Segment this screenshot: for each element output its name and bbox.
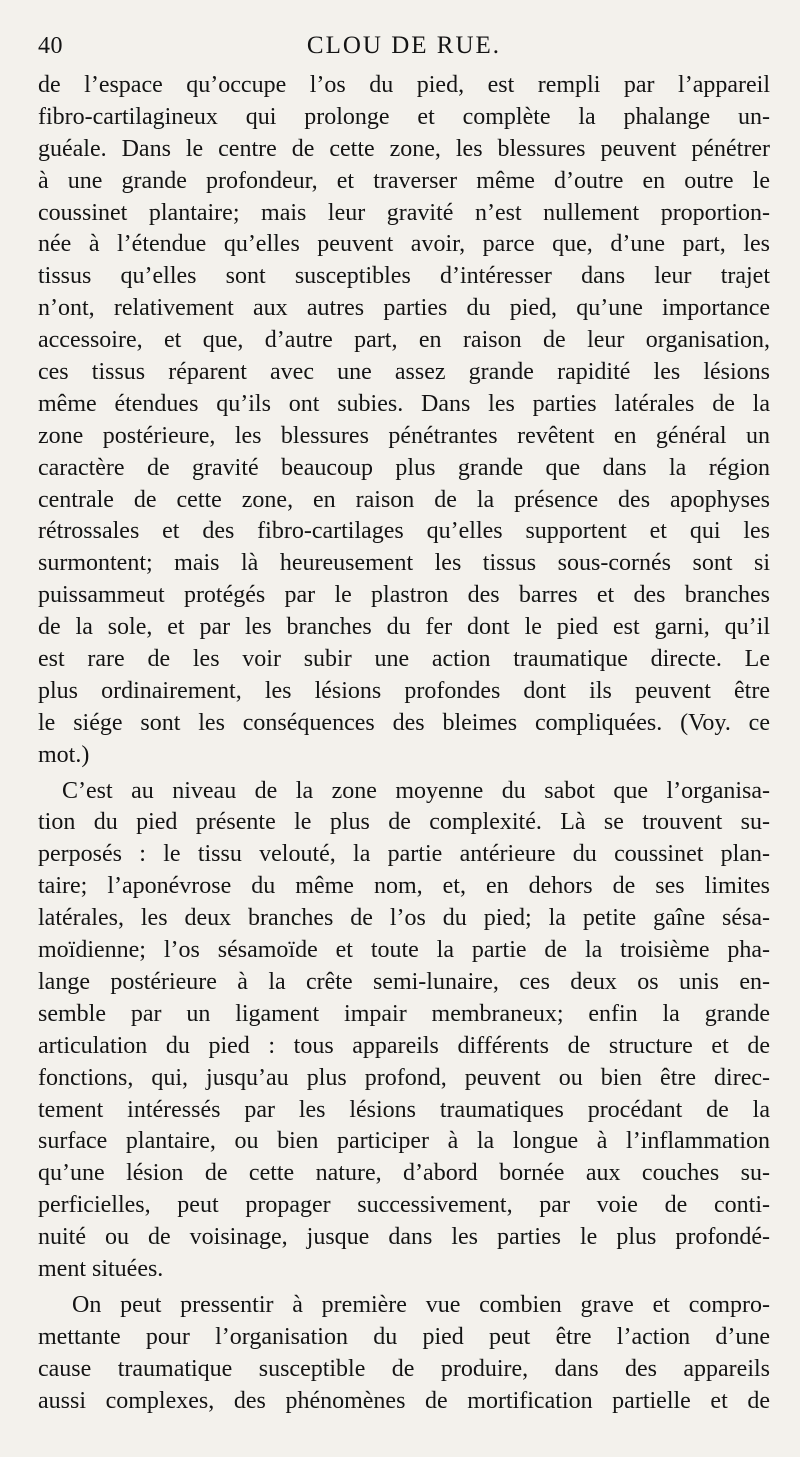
- text-line: surmontent; mais là heureusement les tissus sous-cornés sont si: [38, 550, 770, 577]
- paragraph-1: [38, 70, 770, 772]
- text-line: ment situées.: [38, 1255, 164, 1282]
- text-line: latérales, les deux branches de l’os du pied; la petite gaîne sésa-: [38, 905, 770, 932]
- body-text: [38, 70, 770, 1417]
- text-line: accessoire, et que, d’autre part, en raison de leur organisation,: [38, 327, 770, 354]
- text-line: née à l’étendue qu’elles peuvent avoir, parce que, d’une part, les: [38, 231, 770, 258]
- paragraph-3: [38, 1290, 770, 1418]
- running-title: CLOU DE RUE.: [306, 32, 502, 59]
- text-line: est rare de les voir subir une action traumatique directe. Le: [38, 646, 770, 673]
- text-line: guéale. Dans le centre de cette zone, les blessures peuvent pénétrer: [38, 135, 770, 162]
- text-line: à une grande profondeur, et traverser même d’outre en outre le: [38, 167, 770, 194]
- text-line: n’ont, relativement aux autres parties du pied, qu’une importance: [38, 295, 770, 322]
- text-line: qu’une lésion de cette nature, d’abord bornée aux couches su-: [38, 1160, 770, 1187]
- text-line: de la sole, et par les branches du fer dont le pied est garni, qu’il: [38, 614, 770, 641]
- text-line: tion du pied présente le plus de complexité. Là se trouvent su-: [38, 809, 770, 836]
- page-number: 40: [38, 33, 63, 59]
- text-line: fonctions, qui, jusqu’au plus profond, peuvent ou bien être direc-: [38, 1064, 770, 1091]
- running-head: [38, 26, 770, 66]
- text-line: lange postérieure à la crête semi-lunaire, ces deux os unis en-: [38, 968, 770, 995]
- text-line: articulation du pied : tous appareils différents de structure et de: [38, 1032, 770, 1059]
- text-line: C’est au niveau de la zone moyenne du sabot que l’organisa-: [62, 777, 770, 804]
- text-line: tement intéressés par les lésions traumatiques procédant de la: [38, 1096, 770, 1123]
- text-line: fibro-cartilagineux qui prolonge et complète la phalange un-: [38, 103, 770, 130]
- text-line: semble par un ligament impair membraneux; enfin la grande: [38, 1000, 770, 1027]
- text-line: puissammeut protégés par le plastron des barres et des branches: [38, 582, 770, 609]
- text-line: ces tissus réparent avec une assez grande rapidité les lésions: [38, 359, 770, 386]
- text-line: mettante pour l’organisation du pied peut être l’action d’une: [38, 1323, 770, 1350]
- text-line: nuité ou de voisinage, jusque dans les parties le plus profondé-: [38, 1224, 770, 1251]
- text-line: zone postérieure, les blessures pénétrantes revêtent en général un: [38, 422, 770, 449]
- text-line: caractère de gravité beaucoup plus grande que dans la région: [38, 454, 770, 481]
- text-line: perficielles, peut propager successivement, par voie de conti-: [38, 1192, 770, 1219]
- text-line: de l’espace qu’occupe l’os du pied, est rempli par l’appareil: [38, 72, 770, 98]
- text-line: le siége sont les conséquences des bleimes compliquées. (Voy. ce: [38, 709, 770, 736]
- text-line: cause traumatique susceptible de produire, dans des appareils: [38, 1355, 770, 1382]
- text-line: surface plantaire, ou bien participer à la longue à l’inflammation: [38, 1128, 770, 1155]
- text-line: taire; l’aponévrose du même nom, et, en dehors de ses limites: [38, 873, 770, 900]
- text-line: tissus qu’elles sont susceptibles d’intéresser dans leur trajet: [38, 263, 770, 290]
- text-line: moïdienne; l’os sésamoïde et toute la partie de la troisième pha-: [38, 937, 770, 964]
- text-line: rétrossales et des fibro-cartilages qu’elles supportent et qui les: [38, 518, 770, 545]
- text-line: mot.): [38, 741, 90, 768]
- text-line: plus ordinairement, les lésions profondes dont ils peuvent être: [38, 677, 770, 704]
- text-line: perposés : le tissu velouté, la partie antérieure du coussinet plan-: [38, 841, 770, 868]
- paragraph-2: [38, 776, 770, 1286]
- text-line: coussinet plantaire; mais leur gravité n’est nullement proportion-: [38, 199, 770, 226]
- text-line: même étendues qu’ils ont subies. Dans les parties latérales de la: [38, 390, 770, 417]
- text-line: centrale de cette zone, en raison de la présence des apophyses: [38, 486, 770, 513]
- text-line: On peut pressentir à première vue combien grave et compro-: [72, 1291, 770, 1318]
- text-line: aussi complexes, des phénomènes de mortification partielle et de: [38, 1387, 770, 1414]
